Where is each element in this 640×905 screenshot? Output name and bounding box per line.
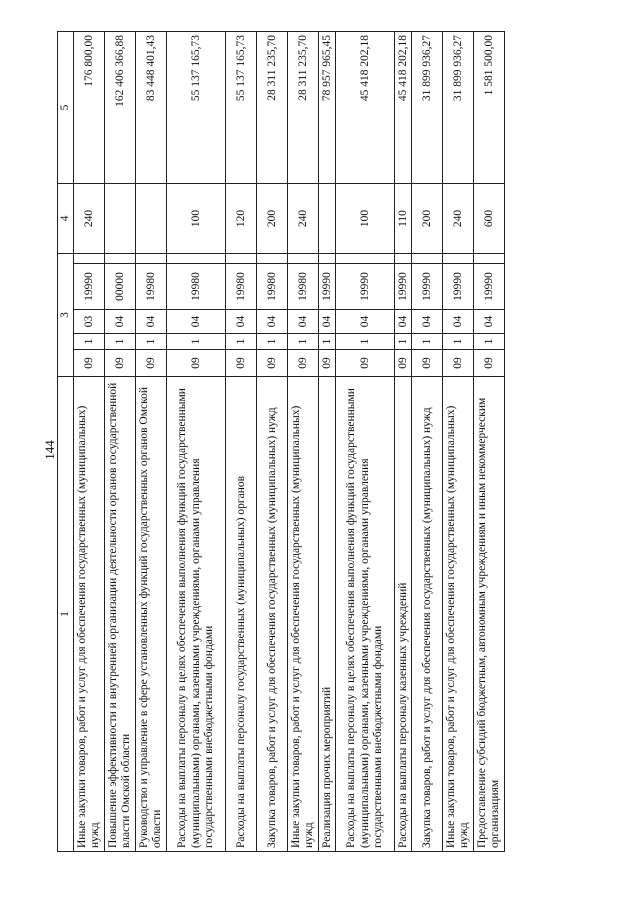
row-code-3: 04 [226,310,257,334]
row-expense-type: 200 [412,183,443,253]
row-code-2: 1 [474,334,505,350]
row-code-4: 19990 [74,264,105,310]
row-code-spacer [288,253,319,263]
header-row [58,31,74,851]
row-code-4: 00000 [105,264,136,310]
row-amount: 28 311 235,70 [257,31,288,183]
row-name: Расходы на выплаты персоналу государственных (муниципальных) органов [226,377,257,852]
row-name: Иные закупки товаров, работ и услуг для обеспечения государственных (муниципальных) нужд [443,377,474,852]
table-row [395,31,412,851]
row-code-spacer [336,253,395,263]
row-code-2: 1 [167,334,226,350]
page-number: 144 [42,440,57,460]
row-code-2: 1 [136,334,167,350]
row-amount: 78 957 965,45 [319,31,336,183]
row-name: Закупка товаров, работ и услуг для обеспечения государственных (муниципальных) нужд [257,377,288,852]
table-row [74,31,105,851]
row-amount: 1 581 500,00 [474,31,505,183]
row-amount: 55 137 165,73 [226,31,257,183]
row-expense-type: 600 [474,183,505,253]
row-code-1: 09 [395,350,412,377]
table-row [136,31,167,851]
row-name: Иные закупки товаров, работ и услуг для обеспечения государственных (муниципальных) нужд [74,377,105,852]
row-code-1: 09 [226,350,257,377]
rotated-page [57,32,609,852]
row-code-4: 19990 [336,264,395,310]
row-code-2: 1 [336,334,395,350]
row-code-3: 04 [136,310,167,334]
row-code-3: 04 [288,310,319,334]
row-name: Предоставление субсидий бюджетным, автономным учреждениям и иным некоммерческим организациям [474,377,505,852]
table-row [105,31,136,851]
table-row [226,31,257,851]
row-name: Расходы на выплаты персоналу казенных учреждений [395,377,412,852]
row-code-3: 04 [257,310,288,334]
row-code-2: 1 [319,334,336,350]
row-code-3: 04 [167,310,226,334]
row-code-1: 09 [319,350,336,377]
row-code-1: 09 [288,350,319,377]
table-row [412,31,443,851]
row-expense-type [136,183,167,253]
row-expense-type: 100 [336,183,395,253]
row-code-spacer [105,253,136,263]
row-amount: 28 311 235,70 [288,31,319,183]
row-amount: 45 418 202,18 [336,31,395,183]
row-code-4: 19990 [443,264,474,310]
row-code-1: 09 [74,350,105,377]
row-code-2: 1 [226,334,257,350]
row-code-spacer [319,253,336,263]
table-row [288,31,319,851]
row-expense-type [105,183,136,253]
row-code-4: 19980 [288,264,319,310]
row-code-2: 1 [257,334,288,350]
row-name: Иные закупки товаров, работ и услуг для обеспечения государственных (муниципальных) нужд [288,377,319,852]
row-code-2: 1 [105,334,136,350]
row-code-4: 19990 [474,264,505,310]
row-code-4: 19990 [412,264,443,310]
row-code-spacer [136,253,167,263]
row-code-2: 1 [74,334,105,350]
row-code-1: 09 [412,350,443,377]
row-code-4: 19980 [136,264,167,310]
row-amount: 45 418 202,18 [395,31,412,183]
table-row [167,31,226,851]
row-code-2: 1 [288,334,319,350]
table-row [257,31,288,851]
row-amount: 31 899 936,27 [443,31,474,183]
row-code-1: 09 [336,350,395,377]
row-expense-type: 200 [257,183,288,253]
row-code-3: 04 [443,310,474,334]
table-row [474,31,505,851]
row-code-4: 19980 [257,264,288,310]
row-expense-type: 100 [167,183,226,253]
table-row [319,31,336,851]
row-code-spacer [167,253,226,263]
row-amount: 162 406 366,88 [105,31,136,183]
row-code-4: 19980 [167,264,226,310]
row-code-3: 04 [412,310,443,334]
row-code-spacer [474,253,505,263]
row-code-1: 09 [443,350,474,377]
row-expense-type: 110 [395,183,412,253]
row-code-3: 04 [395,310,412,334]
row-name: Расходы на выплаты персоналу в целях обеспечения выполнения функций государственными (муниципальными) органами, казенными учреждениями, органами управления государственными внебюджетными фондами [167,377,226,852]
budget-table [57,31,505,852]
header-col-3: 3 [58,253,74,376]
table-row [336,31,395,851]
row-code-3: 04 [336,310,395,334]
row-code-spacer [412,253,443,263]
row-code-2: 1 [412,334,443,350]
header-col-4: 4 [58,183,74,253]
row-code-4: 19990 [319,264,336,310]
row-code-spacer [226,253,257,263]
row-code-spacer [443,253,474,263]
header-col-5: 5 [58,31,74,183]
row-expense-type: 240 [288,183,319,253]
table-row [443,31,474,851]
row-code-4: 19980 [226,264,257,310]
row-code-1: 09 [136,350,167,377]
row-code-1: 09 [105,350,136,377]
row-expense-type: 120 [226,183,257,253]
row-name: Реализация прочих мероприятий [319,377,336,852]
row-name: Повышение эффективности и внутренней организации деятельности органов государственной власти Омской области [105,377,136,852]
row-code-2: 1 [443,334,474,350]
row-name: Закупка товаров, работ и услуг для обеспечения государственных (муниципальных) нужд [412,377,443,852]
row-expense-type [319,183,336,253]
row-code-spacer [74,253,105,263]
row-expense-type: 240 [74,183,105,253]
row-code-3: 03 [74,310,105,334]
row-amount: 176 800,00 [74,31,105,183]
row-code-spacer [395,253,412,263]
row-code-1: 09 [474,350,505,377]
row-code-3: 04 [474,310,505,334]
row-code-3: 04 [319,310,336,334]
row-code-1: 09 [167,350,226,377]
row-name: Расходы на выплаты персоналу в целях обеспечения выполнения функций государственными (муниципальными) органами, казенными учреждениями, органами управления государственными внебюджетными фондами [336,377,395,852]
row-amount: 55 137 165,73 [167,31,226,183]
row-name: Руководство и управление в сфере установленных функций государственных органов Омской области [136,377,167,852]
row-code-4: 19990 [395,264,412,310]
row-code-1: 09 [257,350,288,377]
row-code-2: 1 [395,334,412,350]
row-amount: 83 448 401,43 [136,31,167,183]
row-code-3: 04 [105,310,136,334]
header-col-1: 1 [58,377,74,852]
row-amount: 31 899 936,27 [412,31,443,183]
row-code-spacer [257,253,288,263]
row-expense-type: 240 [443,183,474,253]
